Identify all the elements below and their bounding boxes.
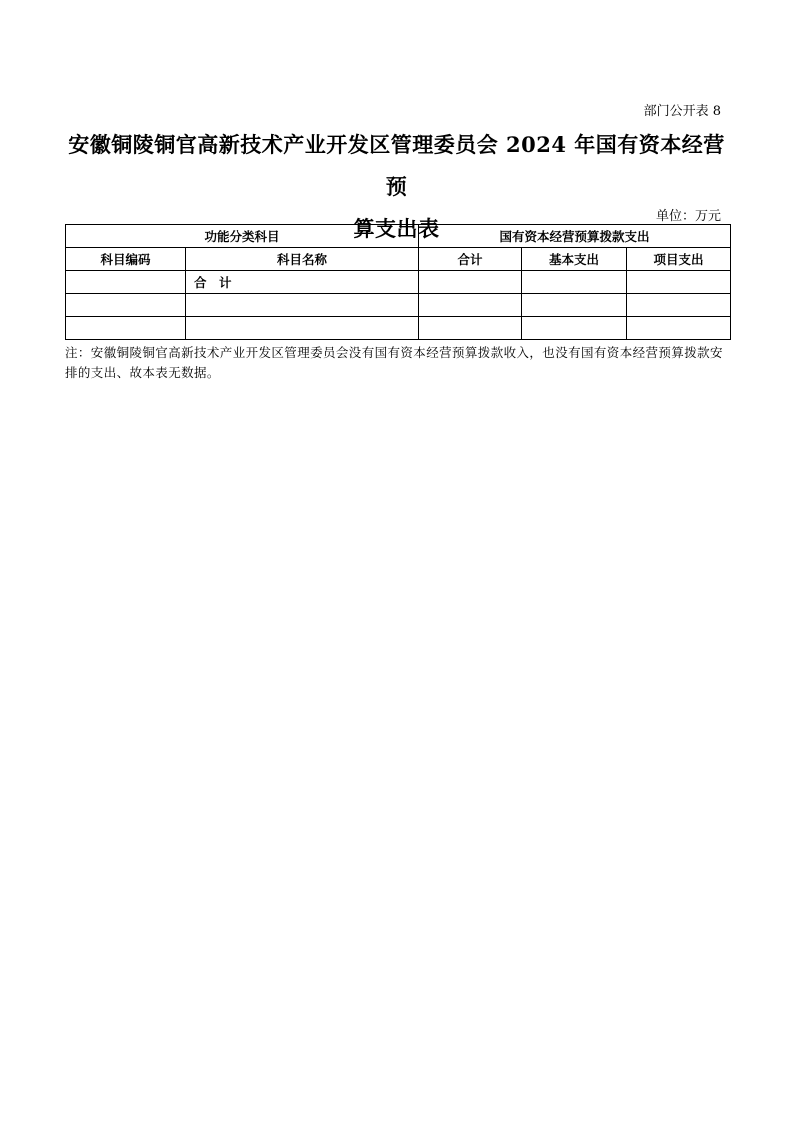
table-number-label: 部门公开表 8	[643, 104, 721, 119]
table-cell	[522, 317, 627, 340]
table-row	[66, 317, 731, 340]
group-header-row	[66, 225, 731, 248]
table-cell	[66, 317, 186, 340]
column-header-code: 科目编码	[66, 248, 186, 271]
unit-label: 单位：万元	[655, 209, 721, 224]
total-row-label: 合 计	[186, 271, 419, 294]
column-header-basic: 基本支出	[522, 248, 627, 271]
table-cell	[419, 271, 522, 294]
table-cell	[627, 317, 731, 340]
table-cell	[522, 294, 627, 317]
budget-expenditure-table	[65, 224, 731, 340]
column-header-row	[66, 248, 731, 271]
table-cell	[627, 294, 731, 317]
total-row	[66, 271, 731, 294]
column-header-project: 项目支出	[627, 248, 731, 271]
table-row	[66, 294, 731, 317]
table-cell	[186, 294, 419, 317]
table-cell	[66, 271, 186, 294]
column-header-total: 合计	[419, 248, 522, 271]
title-line-1: 安徽铜陵铜官高新技术产业开发区管理委员会 2024 年国有资本经营预	[68, 132, 725, 199]
table-cell	[522, 271, 627, 294]
column-header-name: 科目名称	[186, 248, 419, 271]
table-cell	[419, 317, 522, 340]
table-cell	[419, 294, 522, 317]
functional-classification-header: 功能分类科目	[66, 225, 419, 248]
table-cell	[66, 294, 186, 317]
table-cell	[186, 317, 419, 340]
footnote: 注：安徽铜陵铜官高新技术产业开发区管理委员会没有国有资本经营预算拨款收入，也没有国有资本经营预算拨款安排的支出、故本表无数据。	[65, 345, 723, 380]
title-line-2: 算支出表	[353, 216, 440, 241]
table-cell	[627, 271, 731, 294]
appropriation-expenditure-header: 国有资本经营预算拨款支出	[419, 225, 731, 248]
